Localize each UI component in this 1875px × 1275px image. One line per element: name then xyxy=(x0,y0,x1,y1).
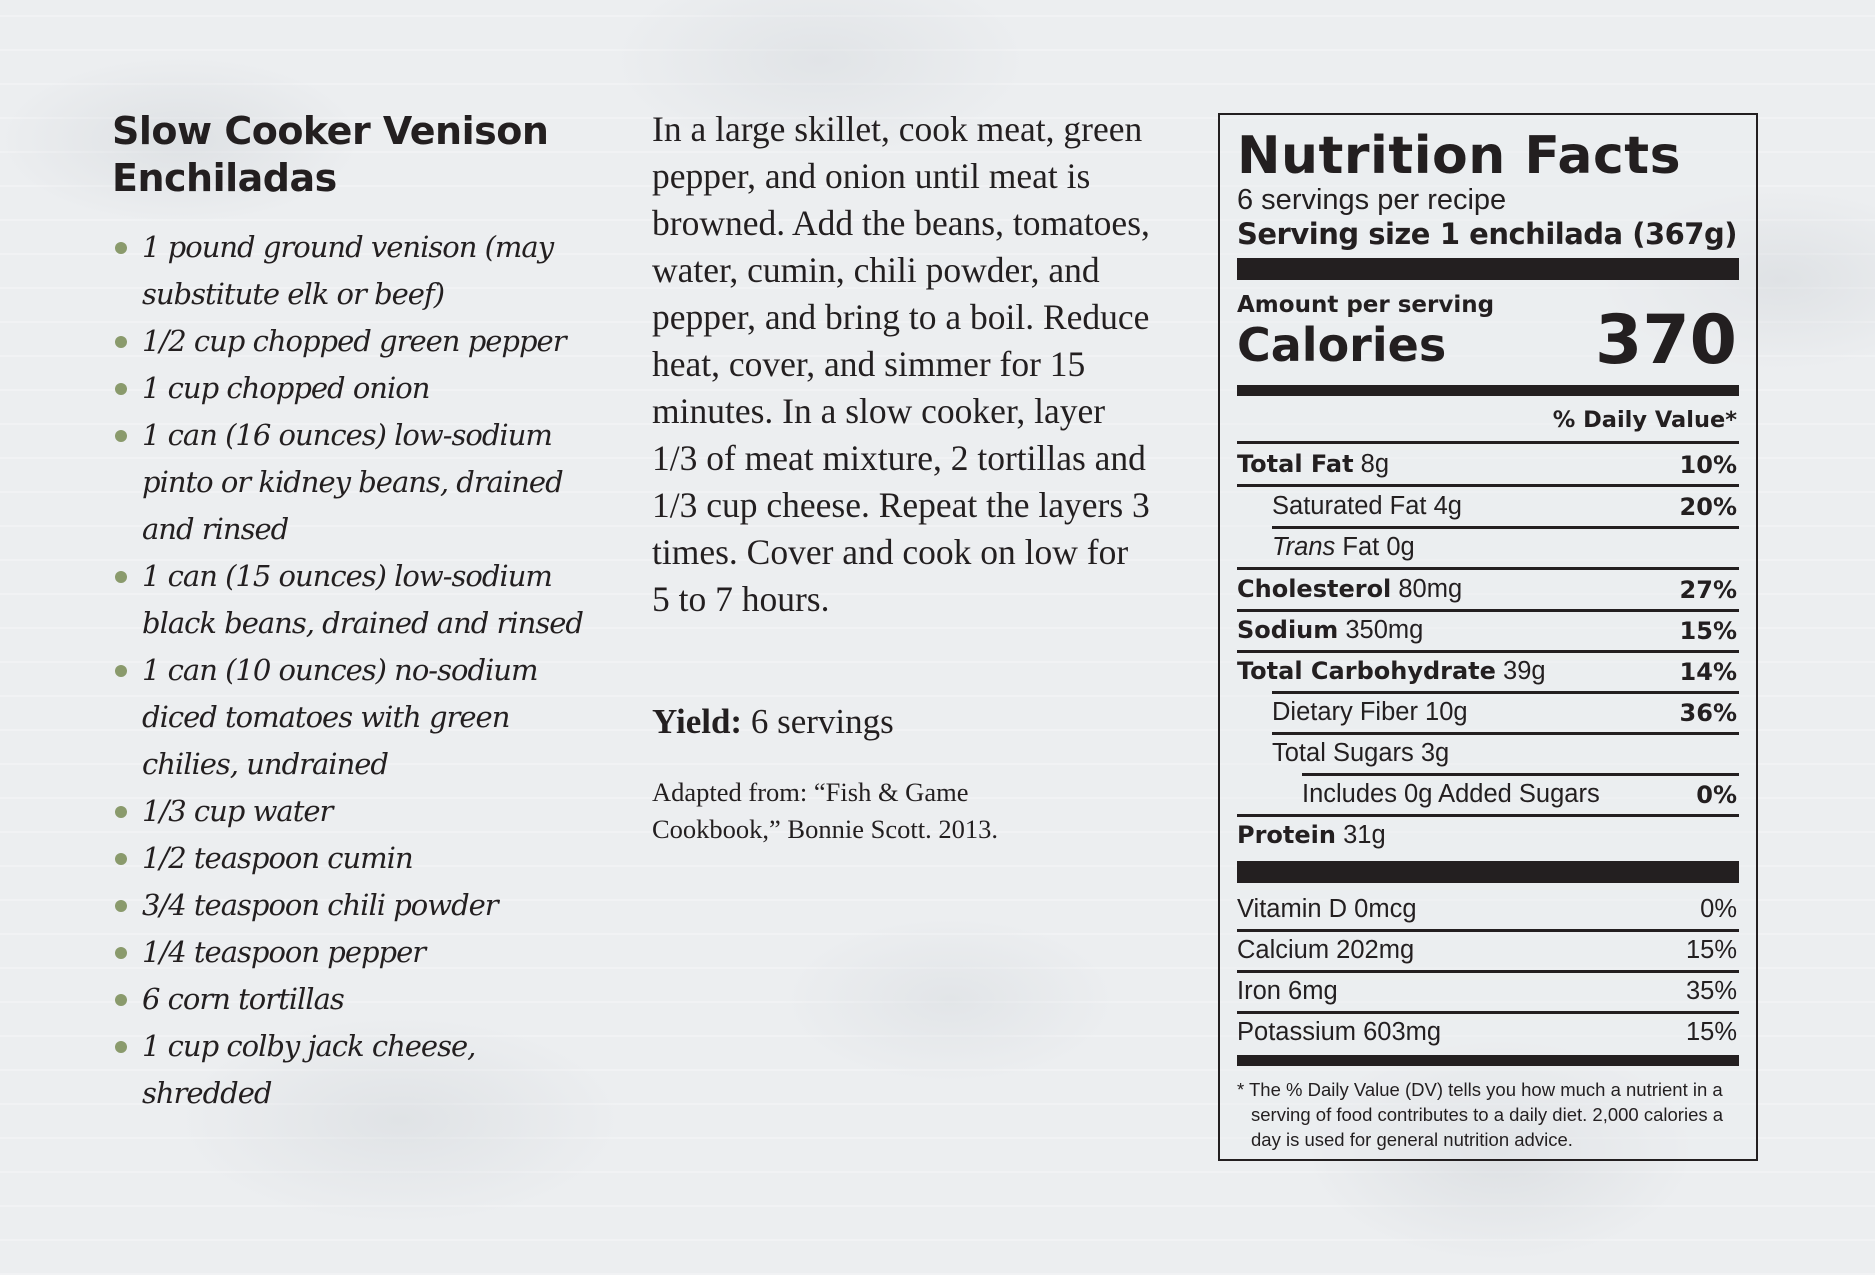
servings-per-recipe: 6 servings per recipe xyxy=(1237,184,1507,216)
bullet-icon xyxy=(115,242,127,254)
calories-value: 370 xyxy=(1595,301,1737,380)
ingredient-item: 1 can (16 ounces) low-sodium pinto or kidney beans, drained and rinsed xyxy=(112,412,612,553)
nutrient-row-saturated-fat: Saturated Fat 4g 20% xyxy=(1272,492,1737,521)
ingredient-item: 1/2 cup chopped green pepper xyxy=(112,318,612,365)
nutrient-row-trans-fat: Trans Fat 0g xyxy=(1272,533,1415,561)
nutrient-row-sodium: Sodium 350mg 15% xyxy=(1237,616,1737,645)
bullet-icon xyxy=(115,994,127,1006)
bullet-icon xyxy=(115,853,127,865)
medium-divider xyxy=(1237,1055,1739,1066)
recipe-title: Slow Cooker Venison Enchiladas xyxy=(112,109,549,200)
nutrition-title: Nutrition Facts xyxy=(1237,126,1682,186)
row-divider xyxy=(1237,441,1739,444)
nutrient-row-total-fat: Total Fat 8g 10% xyxy=(1237,450,1737,479)
daily-value-footnote: * The % Daily Value (DV) tells you how much a nutrient in a serving of food contributes to a daily diet. 2,000 calories a day is used for general nutrition advice. xyxy=(1237,1079,1724,1150)
bullet-icon xyxy=(115,806,127,818)
ingredient-item: 1 cup colby jack cheese, shredded xyxy=(112,1023,612,1117)
ingredient-item: 1/2 teaspoon cumin xyxy=(112,835,612,882)
ingredient-list xyxy=(112,224,612,1117)
medium-divider xyxy=(1237,385,1739,396)
nutrient-row-protein: Protein 31g xyxy=(1237,821,1386,849)
nutrition-facts-label xyxy=(1218,113,1758,1161)
ingredient-item: 6 corn tortillas xyxy=(112,976,612,1023)
vitamin-row-calcium: Calcium 202mg 15% xyxy=(1237,936,1737,964)
nutrient-row-added-sugars: Includes 0g Added Sugars 0% xyxy=(1302,780,1737,809)
recipe-directions: In a large skillet, cook meat, green pepper, and onion until meat is browned. Add the beans, tomatoes, water, cumin, chili powder, and pepper, and bring to a boil. Reduce heat, cover, and simmer for 15 minutes. In a slow cooker, layer 1/3 of meat mixture, 2 tortillas and 1/3 cup cheese. Repeat the layers 3 times. Cover and cook on low for 5 to 7 hours. xyxy=(652,109,1150,619)
ingredient-item: 1 cup chopped onion xyxy=(112,365,612,412)
recipe-yield xyxy=(652,698,1132,745)
nutrient-row-total-sugars: Total Sugars 3g xyxy=(1272,739,1450,767)
ingredient-item: 1 can (10 ounces) no-sodium diced tomatoes with green chilies, undrained xyxy=(112,647,612,788)
bullet-icon xyxy=(115,383,127,395)
bullet-icon xyxy=(115,900,127,912)
ingredient-item: 1 can (15 ounces) low-sodium black beans, drained and rinsed xyxy=(112,553,612,647)
nutrient-row-carbohydrate: Total Carbohydrate 39g 14% xyxy=(1237,657,1737,686)
ingredient-item: 1 pound ground venison (may substitute elk or beef) xyxy=(112,224,612,318)
bullet-icon xyxy=(115,571,127,583)
yield-label: Yield: xyxy=(652,702,743,741)
bullet-icon xyxy=(115,947,127,959)
ingredient-item: 3/4 teaspoon chili powder xyxy=(112,882,612,929)
calories-label: Calories xyxy=(1237,318,1447,372)
serving-size-label: Serving size xyxy=(1237,217,1430,251)
vitamin-row-potassium: Potassium 603mg 15% xyxy=(1237,1018,1737,1046)
ingredient-item: 1/4 teaspoon pepper xyxy=(112,929,612,976)
thick-divider xyxy=(1237,258,1739,280)
serving-size-value: 1 enchilada (367g) xyxy=(1439,217,1737,251)
nutrient-row-dietary-fiber: Dietary Fiber 10g 36% xyxy=(1272,698,1737,727)
recipe-source: Adapted from: “Fish & Game Cookbook,” Bonnie Scott. 2013. xyxy=(652,777,998,844)
ingredient-item: 1/3 cup water xyxy=(112,788,612,835)
serving-size xyxy=(1237,216,1739,252)
daily-value-header: % Daily Value* xyxy=(1552,407,1737,433)
yield-value: 6 servings xyxy=(750,702,894,741)
amount-per-serving: Amount per serving xyxy=(1237,292,1495,318)
bullet-icon xyxy=(115,336,127,348)
bullet-icon xyxy=(115,665,127,677)
thick-divider xyxy=(1237,861,1739,883)
vitamin-row-vitamin-d: Vitamin D 0mcg 0% xyxy=(1237,895,1737,923)
vitamin-row-iron: Iron 6mg 35% xyxy=(1237,977,1737,1005)
bullet-icon xyxy=(115,1041,127,1053)
bullet-icon xyxy=(115,430,127,442)
nutrient-row-cholesterol: Cholesterol 80mg 27% xyxy=(1237,575,1737,604)
